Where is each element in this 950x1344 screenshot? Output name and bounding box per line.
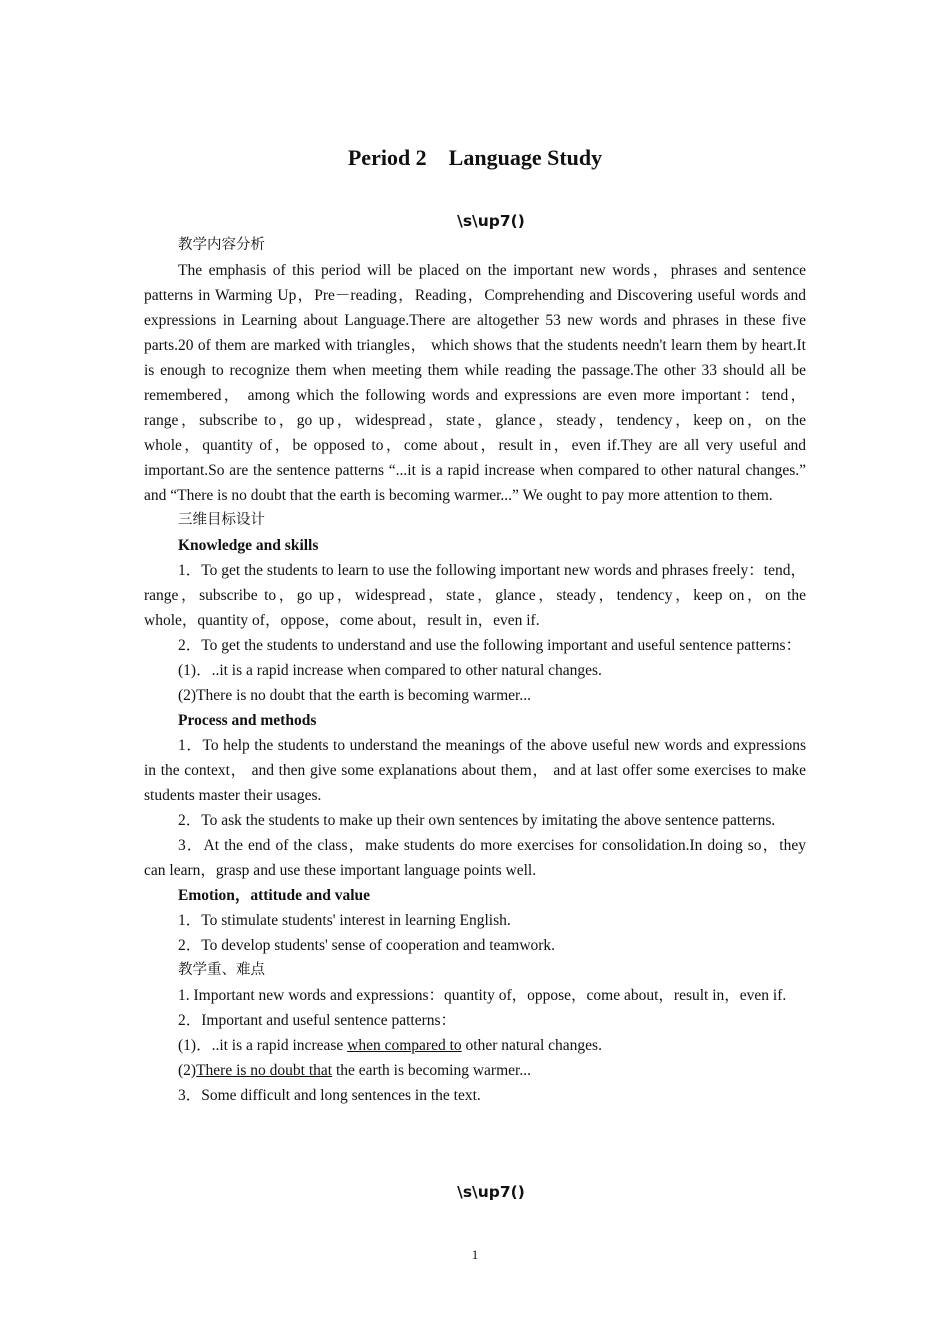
emotion-attitude-heading: Emotion，attitude and value: [178, 887, 371, 904]
key-item-3: 3．Some difficult and long sentences in the text.: [178, 1087, 481, 1104]
knowledge-item-2a: (1)．..it is a rapid increase when compared to other natural changes.: [178, 662, 602, 679]
key-item-2a-text: (1)．..it is a rapid increase: [178, 1037, 348, 1054]
analysis-paragraph: The emphasis of this period will be placed on the important new words，phrases and sentence patterns in Warming Up，Pre－reading，Reading，Comprehending and Discovering useful words and expressions in Learning about Language.There are altogether 53 new words and phrases in these five parts.20 of them are marked with triangles， which shows that the students needn't learn them by heart.It is enough to recognize them when meeting them while reading the passage.The other 33 should all be remembered， among which the following words and expressions are even more important：tend，range，subscribe to，go up，widespread，state，glance，steady，tendency，keep on，on the whole，quantity of，be opposed to，come about，result in，even if.They are all very useful and important.So are the sentence patterns “...it is a rapid increase when compared to other natural changes.” and “There is no doubt that the earth is becoming warmer...” We ought to pay more attention to them.: [144, 262, 806, 504]
key-item-2a: [144, 1033, 806, 1058]
key-item-2b-text: (2): [178, 1062, 197, 1079]
document-body: [144, 233, 806, 1108]
key-item-2: 2．Important and useful sentence patterns：: [178, 1012, 457, 1029]
knowledge-item-1: 1．To get the students to learn to use the following important new words and phrases freely：tend，range，subscribe to，go up，widespread，state，glance，steady，tendency，keep on，on the whole，quantity of，oppose，come about，result in，even if.: [144, 562, 806, 629]
key-item-1: 1. Important new words and expressions：quantity of，oppose，come about，result in，even if.: [178, 987, 787, 1004]
emotion-item-1: 1．To stimulate students' interest in learning English.: [178, 912, 511, 929]
process-item-2: 2．To ask the students to make up their own sentences by imitating the above sentence patterns.: [178, 812, 776, 829]
analysis-heading: 教学内容分析: [178, 237, 265, 253]
knowledge-item-2b: (2)There is no doubt that the earth is becoming warmer...: [178, 687, 531, 704]
process-methods-heading: Process and methods: [178, 712, 317, 729]
key-item-2b-tail: the earth is becoming warmer...: [332, 1062, 531, 1079]
underlined-phrase: There is no doubt that: [196, 1062, 333, 1079]
goals-heading: 三维目标设计: [178, 512, 265, 528]
field-code-marker: \s\up7(): [457, 1183, 525, 1201]
knowledge-item-2: 2．To get the students to understand and use the following important and useful sentence patterns：: [178, 637, 802, 654]
knowledge-skills-heading: Knowledge and skills: [178, 537, 319, 554]
key-item-2b: [144, 1058, 806, 1083]
page-title: Period 2 Language Study: [347, 145, 603, 170]
process-item-3: 3．At the end of the class，make students do more exercises for consolidation.In doing so，they can learn，grasp and use these important language points well.: [144, 837, 806, 879]
key-points-heading: 教学重、难点: [178, 962, 265, 978]
key-item-2a-tail: other natural changes.: [461, 1037, 602, 1054]
emotion-item-2: 2．To develop students' sense of cooperation and teamwork.: [178, 937, 556, 954]
underlined-phrase: when compared to: [347, 1037, 462, 1054]
field-code-marker: \s\up7(): [457, 212, 525, 230]
page-number: 1: [471, 1247, 479, 1262]
process-item-1: 1．To help the students to understand the meanings of the above useful new words and expressions in the context， and then give some explanations about them， and at last offer some exercises to make students master their usages.: [144, 737, 806, 804]
